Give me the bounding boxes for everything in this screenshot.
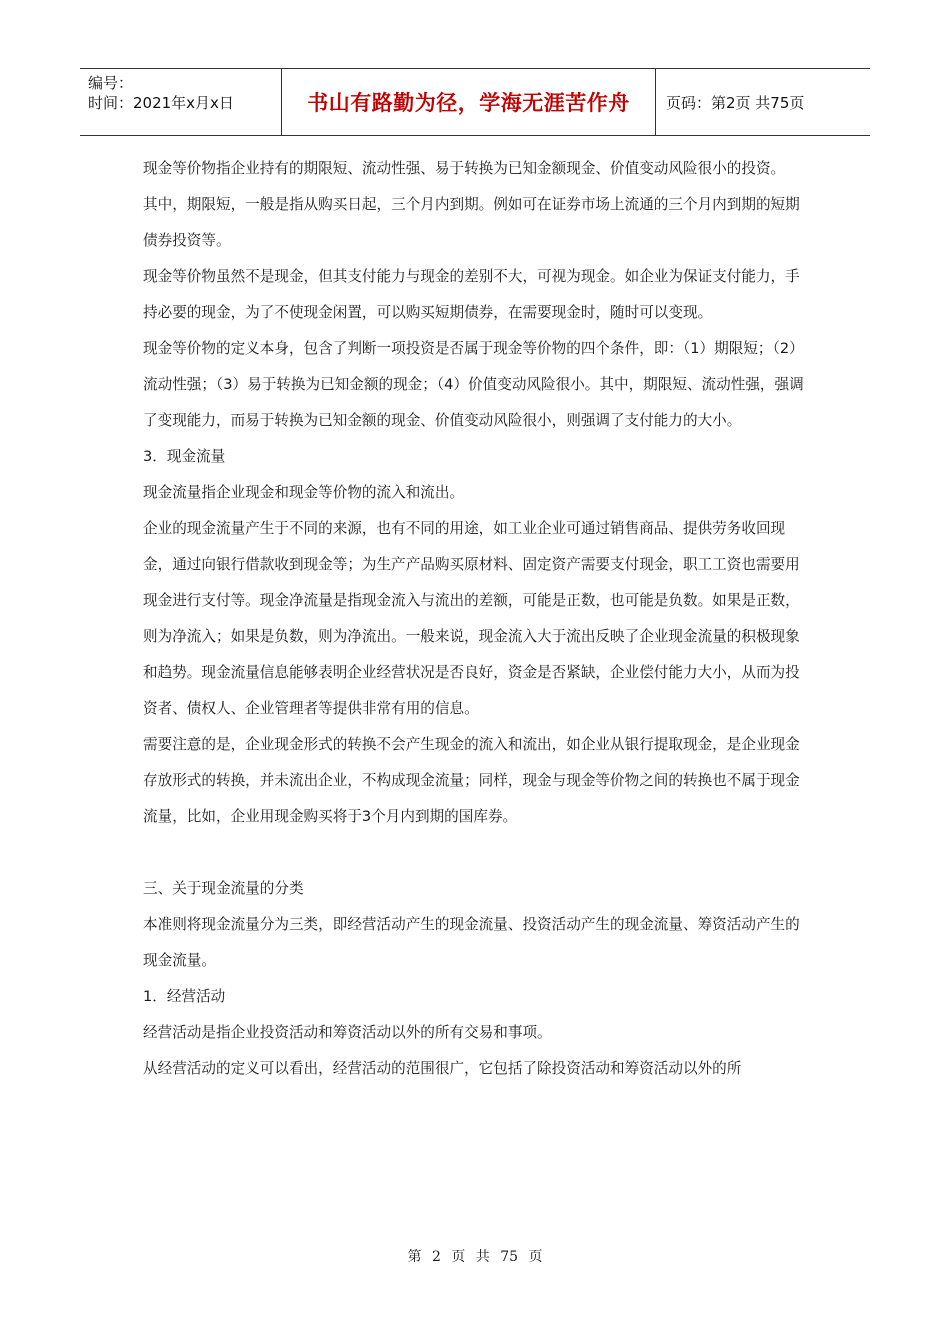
document-number-label: 编号： [88,74,134,92]
section-heading: 1．经营活动 [143,988,226,1005]
paragraph: 现金等价物的定义本身，包含了判断一项投资是否属于现金等价物的四个条件，即：（1）期限短；（2）流动性强；（3）易于转换为已知金额的现金；（4）价值变动风险很小。其中，期限短、流动性强，强调了变现能力，而易于转换为已知金额的现金、价值变动风险很小，则强调了支付能力的大小。 [143,340,804,429]
paragraph: 现金等价物虽然不是现金，但其支付能力与现金的差别不大，可视为现金。如企业为保证支付能力，手持必要的现金，为了不使现金闲置，可以购买短期债券，在需要现金时，随时可以变现。 [143,268,800,321]
paragraph: 本准则将现金流量分为三类，即经营活动产生的现金流量、投资活动产生的现金流量、筹资活动产生的现金流量。 [143,916,800,969]
paragraph: 现金等价物指企业持有的期限短、流动性强、易于转换为已知金额现金、价值变动风险很小的投资。 [143,160,786,177]
paragraph: 经营活动是指企业投资活动和筹资活动以外的所有交易和事项。 [143,1024,552,1041]
page-footer: 第 2 页 共 75 页 [407,1249,543,1265]
document-body [143,151,808,1087]
header-page-number: 页码：第2页 共75页 [666,93,805,112]
paragraph: 需要注意的是，企业现金形式的转换不会产生现金的流入和流出，如企业从银行提取现金，是企业现金存放形式的转换，并未流出企业，不构成现金流量；同样，现金与现金等价物之间的转换也不属于现金流量，比如，企业用现金购买将于3个月内到期的国库券。 [143,736,800,825]
paragraph: 其中，期限短，一般是指从购买日起，三个月内到期。例如可在证券市场上流通的三个月内到期的短期债券投资等。 [143,196,800,249]
header-meta [80,69,282,135]
paragraph: 企业的现金流量产生于不同的来源，也有不同的用途，如工业企业可通过销售商品、提供劳务收回现金，通过向银行借款收到现金等；为生产产品购买原材料、固定资产需要支付现金，职工工资也需要用现金进行支付等。现金净流量是指现金流入与流出的差额，可能是正数，也可能是负数。如果是正数，则为净流入；如果是负数，则为净流出。一般来说，现金流入大于流出反映了企业现金流量的积极现象和趋势。现金流量信息能够表明企业经营状况是否良好，资金是否紧缺，企业偿付能力大小，从而为投资者、债权人、企业管理者等提供非常有用的信息。 [143,520,800,717]
blank-line [143,835,808,871]
header-motto: 书山有路勤为径，学海无涯苦作舟 [282,69,656,135]
paragraph: 现金流量指企业现金和现金等价物的流入和流出。 [143,484,465,501]
document-date-label: 时间：2021年x月x日 [88,94,234,112]
section-heading: 三、关于现金流量的分类 [143,880,304,897]
page-header [80,68,870,136]
paragraph: 从经营活动的定义可以看出，经营活动的范围很广，它包括了除投资活动和筹资活动以外的所 [143,1060,742,1077]
section-heading: 3．现金流量 [143,448,226,465]
